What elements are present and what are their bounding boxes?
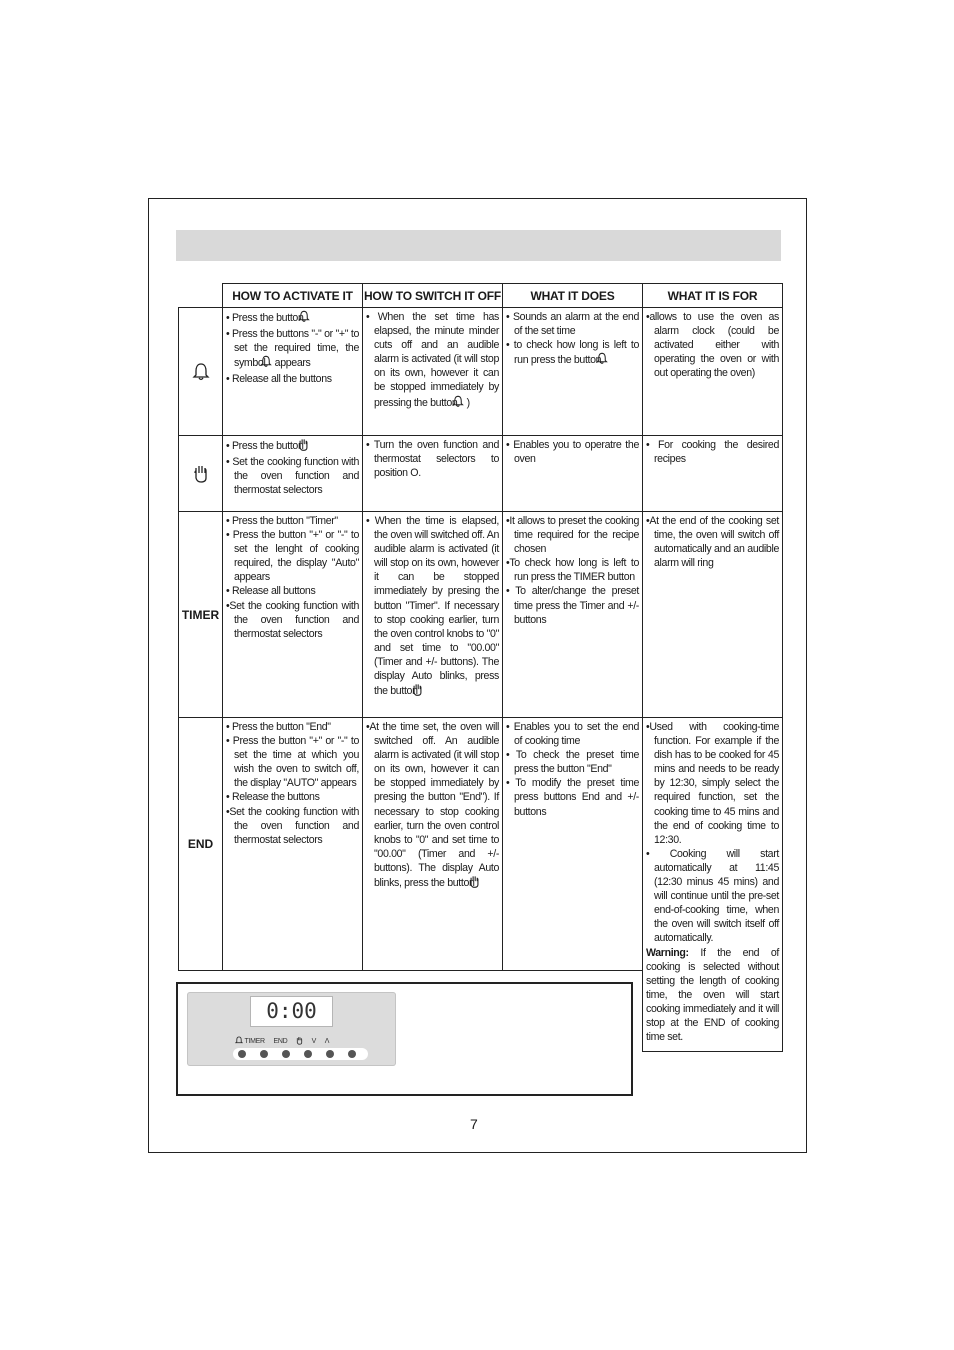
cell-paragraph bbox=[646, 720, 779, 847]
hand-icon bbox=[193, 464, 209, 483]
row-label-alarm bbox=[178, 307, 223, 436]
cell-paragraph bbox=[226, 327, 359, 372]
bell-icon bbox=[235, 1036, 243, 1045]
label-end: END bbox=[273, 1038, 288, 1045]
cell-timer-for bbox=[642, 511, 783, 718]
label-timer: TIMER bbox=[244, 1038, 265, 1045]
button-manual[interactable] bbox=[304, 1050, 312, 1058]
bell-icon bbox=[306, 310, 310, 327]
cell-paragraph bbox=[226, 514, 359, 528]
cell-text: •It allows to preset the cooking time required for the recipe chosen bbox=[506, 515, 639, 556]
cell-text: • Release the buttons bbox=[226, 791, 320, 804]
header-band bbox=[176, 230, 781, 261]
cell-paragraph bbox=[226, 528, 359, 584]
hand-icon bbox=[477, 875, 480, 892]
cell-text: • Press the button "End" bbox=[226, 721, 331, 733]
cell-paragraph bbox=[506, 556, 639, 584]
cell-text: • To check the preset time press the button "End" bbox=[506, 749, 639, 776]
cell-paragraph bbox=[646, 438, 779, 466]
cell-text: • Press the button "Timer" bbox=[226, 515, 338, 527]
cell-paragraph bbox=[366, 438, 499, 480]
cell-paragraph bbox=[226, 438, 359, 455]
cell-text: • Release all the buttons bbox=[226, 373, 332, 386]
cell-paragraph bbox=[506, 584, 639, 626]
cell-end-switch-off bbox=[362, 717, 503, 971]
cell-paragraph bbox=[646, 310, 779, 380]
cell-end-for bbox=[642, 717, 783, 1052]
cell-timer-does bbox=[502, 511, 643, 718]
cell-paragraph bbox=[226, 455, 359, 497]
cell-paragraph bbox=[226, 372, 359, 386]
cell-paragraph bbox=[506, 748, 639, 776]
button-plus[interactable] bbox=[348, 1050, 356, 1058]
cell-paragraph bbox=[226, 790, 359, 804]
cell-text: • Turn the oven function and thermostat selectors to position O. bbox=[366, 439, 499, 480]
cell-manual-activate bbox=[222, 435, 363, 512]
cell-manual-does bbox=[502, 435, 643, 512]
oven-control-panel bbox=[187, 992, 396, 1066]
hand-icon bbox=[296, 1036, 303, 1045]
cell-alarm-activate bbox=[222, 307, 363, 436]
label-up: Λ bbox=[324, 1038, 330, 1045]
cell-text: • When the set time has elapsed, the minute minder cuts off and an audible alarm is activated (it will stop on its own, however it can be stopped immediately by pressing the button bbox=[366, 311, 499, 409]
cell-paragraph bbox=[646, 847, 779, 946]
cell-text: • To modify the preset time press buttons End and +/- buttons bbox=[506, 777, 639, 818]
cell-text: • to check how long is left to run press the button bbox=[506, 339, 639, 367]
cell-paragraph bbox=[646, 946, 779, 1045]
cell-paragraph bbox=[226, 310, 359, 327]
cell-alarm-does bbox=[502, 307, 643, 436]
label-down: V bbox=[311, 1038, 317, 1045]
cell-text: • Set the cooking function with the oven function and thermostat selectors bbox=[226, 456, 359, 497]
cell-text: • When the time is elapsed, the oven will switched off. An audible alarm is activated (it will stop on its own, however it can be stopped immediately by presing the button "Timer". If necessary to stop cooking earlier, turn the oven control knobs to "0" and set time to "00.00" (Timer and +/- buttons). The display Auto blinks, press the button bbox=[366, 515, 499, 698]
cell-paragraph bbox=[366, 514, 499, 700]
button-alarm[interactable] bbox=[238, 1050, 246, 1058]
bell-icon bbox=[604, 352, 608, 369]
cell-text: •allows to use the oven as alarm clock (could be activated either with operating the oven or with out operating the oven) bbox=[646, 311, 779, 380]
cell-text: If the end of cooking is selected without setting the length of cooking time, the oven will start cooking immediately and it will stop at the END of cooking time set. bbox=[646, 946, 779, 1044]
button-timer[interactable] bbox=[260, 1050, 268, 1058]
cell-alarm-for bbox=[642, 307, 783, 436]
cell-text: •Set the cooking function with the oven function and thermostat selectors bbox=[226, 599, 359, 640]
cell-paragraph bbox=[506, 720, 639, 748]
button-end[interactable] bbox=[282, 1050, 290, 1058]
cell-text: • Enables you to operatre the oven bbox=[506, 439, 639, 466]
cell-paragraph bbox=[226, 805, 359, 847]
bell-icon bbox=[192, 362, 210, 382]
cell-timer-switch-off bbox=[362, 511, 503, 718]
cell-text: •Set the cooking function with the oven function and thermostat selectors bbox=[226, 805, 359, 846]
cell-text: • Enables you to set the end of cooking time bbox=[506, 721, 639, 748]
cell-text: • Press the button "+" or "-" to set the time at which you wish the oven to switch off, the display "AUTO" appears bbox=[226, 735, 359, 790]
button-minus[interactable] bbox=[326, 1050, 334, 1058]
row-label-end: END bbox=[178, 717, 223, 971]
cell-text: • Cooking will start automatically at 11:45 (12:30 minus 45 mins) and will continue until the pre-set end-of-cooking time, when the oven will switch itself off automatically. bbox=[646, 847, 779, 945]
cell-paragraph bbox=[506, 310, 639, 338]
hand-icon bbox=[306, 438, 309, 455]
cell-paragraph bbox=[366, 720, 499, 892]
cell-paragraph bbox=[506, 338, 639, 369]
cell-paragraph bbox=[646, 514, 779, 570]
cell-paragraph bbox=[226, 584, 359, 598]
cell-text: • Press the button bbox=[226, 440, 307, 452]
control-panel-figure bbox=[176, 982, 633, 1096]
row-label-manual bbox=[178, 435, 223, 512]
header-for: WHAT IT IS FOR bbox=[642, 283, 783, 308]
cell-paragraph bbox=[226, 720, 359, 734]
cell-text: •At the end of the cooking set time, the oven will switch off automatically and an audible alarm will ring bbox=[646, 515, 779, 570]
cell-text: appears bbox=[272, 357, 311, 370]
cell-text: • To alter/change the preset time press the Timer and +/- buttons bbox=[506, 585, 639, 626]
cell-text: •To check how long is left to run press the TIMER button bbox=[506, 557, 639, 584]
page-number: 7 bbox=[470, 1116, 478, 1132]
cell-text: • Press the button "+" or "-" to set the lenght of cooking required, the display "Auto" appears bbox=[226, 529, 359, 584]
row-label-timer: TIMER bbox=[178, 511, 223, 718]
cell-text: • For cooking the desired recipes bbox=[646, 439, 779, 466]
cell-text: • Release all buttons bbox=[226, 585, 316, 598]
cell-alarm-switch-off bbox=[362, 307, 503, 436]
cell-text: •Used with cooking-time function. For example if the dish has to be cooked for 45 mins and needs to be ready by 12:30, simply select the required function, set the cooking time to 45 mins and the end of cooking time to 12:30. bbox=[646, 721, 779, 846]
button-labels bbox=[235, 1036, 336, 1045]
cell-manual-switch-off bbox=[362, 435, 503, 512]
cell-paragraph bbox=[506, 438, 639, 466]
warning-label: Warning: bbox=[646, 946, 689, 959]
header-switch-off: HOW TO SWITCH IT OFF bbox=[362, 283, 503, 308]
cell-text: • Press the buttons "-" or "+" to set the required time, the symbol bbox=[226, 328, 359, 370]
clock-display: 0:00 bbox=[250, 996, 333, 1027]
header-does: WHAT IT DOES bbox=[502, 283, 643, 308]
cell-end-activate bbox=[222, 717, 363, 971]
cell-text: • Press the button bbox=[226, 312, 307, 324]
cell-paragraph bbox=[506, 514, 639, 556]
cell-timer-activate bbox=[222, 511, 363, 718]
cell-text: ) bbox=[464, 396, 470, 409]
cell-paragraph bbox=[226, 734, 359, 790]
cell-paragraph bbox=[506, 776, 639, 818]
cell-paragraph bbox=[226, 599, 359, 641]
hand-icon bbox=[420, 683, 423, 700]
button-strip bbox=[233, 1048, 368, 1060]
cell-text: • Sounds an alarm at the end of the set time bbox=[506, 311, 639, 338]
header-activate: HOW TO ACTIVATE IT bbox=[222, 283, 363, 308]
cell-text: •At the time set, the oven will switched off. An audible alarm is activated (it will stop on its own, however it can be stopped immediately by presing the button "End"). If necessary to stop cooking earlier, turn the oven control knobs to "0" and set time to "00.00" (Timer and +/- buttons). The display Auto blinks, press the button bbox=[366, 721, 499, 890]
cell-paragraph bbox=[366, 310, 499, 412]
cell-manual-for bbox=[642, 435, 783, 512]
cell-end-does bbox=[502, 717, 643, 971]
